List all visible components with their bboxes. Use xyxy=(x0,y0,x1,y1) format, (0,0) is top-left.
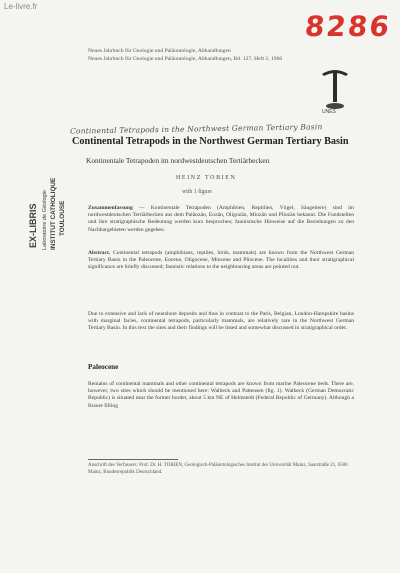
series-line-2: Neues Jahrbuch für Geologie und Paläontologie, Abhandlungen, Bd. 127, Heft 2, 1966 xyxy=(88,55,283,62)
paleocene-paragraph: Remains of continental mammals and other continental tetrapods are known from marine Paleocene beds. There are, however, two sites which should be mentioned here: Walbeck and Pattensen (fig. 1). Walbeck (German Democratic Republic) is situated near the former border, about 5 km NE of Helmstedt (Federal Republic of Germany). Although a fissure filling xyxy=(88,381,354,409)
author-address-footnote: Anschrift des Verfassers: Prof. Dr. H. TOBIEN, Geologisch-Paläontologisches Institut der Universität Mainz, Saarstraße 21, 6500 Mainz, Bundesrepublik Deutschland. xyxy=(88,463,348,475)
zusammenfassung-text: — Kontinentale Tetrapoden (Amphibien, Reptilien, Vögel, Säugetiere) sind im nordwestdeutschen Tertiärbecken aus dem Paläozän, Eozän, Oligozän, Miozän und Pliozän bekannt. Die Fundstellen und ihre stratigraphische Bedeutung werden kurz besprochen; faunistische Hinweise auf die Beziehungen zu den Nachbargebieten werden gegeben. xyxy=(88,205,354,233)
zusammenfassung-paragraph xyxy=(88,205,354,234)
abstract-text: Continental tetrapods (amphibians, reptiles, birds, mammals) are known from the Northwest German Tertiary Basin in the Paleocene, Eocene, Oligocene, Miocene and Pliocene. The localities and their stratigraphical significance are briefly discussed; faunistic relations to the neighbouring areas are pointed out. xyxy=(88,250,354,271)
handwritten-note: Continental Tetrapods in the Northwest German Tertiary Basin xyxy=(69,122,323,136)
footnote-divider xyxy=(88,459,178,460)
article-title: Continental Tetrapods in the Northwest German Tertiary Basin xyxy=(72,136,349,147)
author-name: HEINZ TOBIEN xyxy=(176,175,237,181)
pickaxe-seal-icon xyxy=(318,64,352,114)
zusammenfassung-label: Zusammenfassung xyxy=(88,205,133,211)
watermark-logo: Le-livre.fr xyxy=(4,2,38,11)
article-subtitle: Kontinentale Tetrapoden im nordwestdeutschen Tertiärbecken xyxy=(86,156,270,165)
series-info xyxy=(88,48,318,63)
abstract-label: Abstract. xyxy=(88,250,111,256)
abstract-paragraph xyxy=(88,250,354,272)
stamp-line-3: INSTITUT CATHOLIQUE xyxy=(50,177,57,250)
section-heading-paleocene: Paleocene xyxy=(88,363,119,371)
handwritten-lot-number: 8286 xyxy=(303,10,393,43)
stamp-line-4: TOULOUSE xyxy=(59,200,66,236)
stamp-line-2: Laboratoire de Géologie xyxy=(42,189,48,250)
ex-libris-stamp xyxy=(22,156,78,252)
stamp-line-1: EX-LIBRIS xyxy=(28,203,38,248)
series-line-1: Neues Jahrbuch für Geologie und Paläontologie, Abhandlungen xyxy=(88,48,231,54)
figures-note: with 1 figure xyxy=(182,189,212,195)
introduction-paragraph: Due to extensive and lack of nearshore deposits and thus in contrast to the Paris, Belgian, London-Hampshire basins with marginal facies, continental tetrapods, particularly mammals, are relatively rare in the Northwest German Tertiary Basin. In this text the sites and their findings will be listed and somewhat discussed in stratigraphical order. xyxy=(88,311,354,332)
svg-text:UNES: UNES xyxy=(322,109,336,114)
